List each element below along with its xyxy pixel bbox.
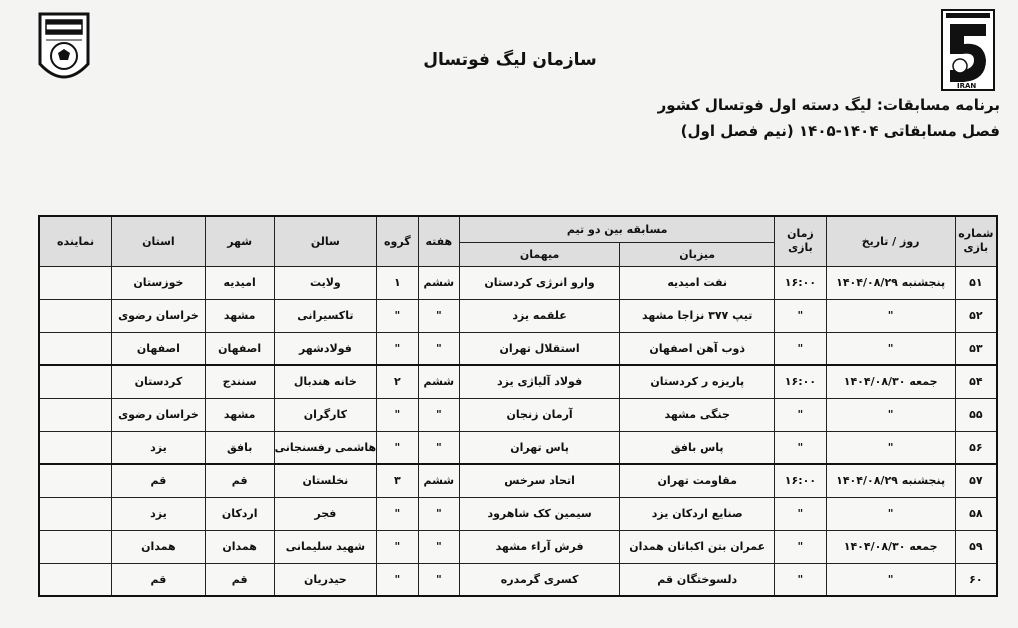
- cell-host-team: صنایع اردکان یزد: [620, 497, 775, 530]
- cell-group: ": [377, 332, 418, 365]
- cell-time: ": [775, 299, 826, 332]
- season-title: فصل مسابقاتی ۱۴۰۴-۱۴۰۵ (نیم فصل اول): [680, 122, 1000, 140]
- cell-week: ": [418, 332, 460, 365]
- cell-time: ": [775, 431, 826, 464]
- cell-game-number: ۵۳: [955, 332, 997, 365]
- cell-province: یزد: [112, 497, 206, 530]
- cell-representative: [39, 398, 112, 431]
- cell-representative: [39, 299, 112, 332]
- cell-hall: خانه هندبال: [274, 365, 376, 398]
- cell-hall: کارگران: [274, 398, 376, 431]
- cell-time: ": [775, 530, 826, 563]
- cell-representative: [39, 365, 112, 398]
- cell-host-team: جنگی مشهد: [620, 398, 775, 431]
- col-group: گروه: [377, 216, 418, 266]
- cell-hall: ولایت: [274, 266, 376, 299]
- table-row: [39, 431, 997, 464]
- cell-time: ": [775, 563, 826, 596]
- cell-city: قم: [205, 563, 274, 596]
- cell-city: مشهد: [205, 398, 274, 431]
- cell-group: ۱: [377, 266, 418, 299]
- cell-hall: شهید سلیمانی: [274, 530, 376, 563]
- cell-time: ": [775, 497, 826, 530]
- cell-hall: هاشمی رفسنجانی: [274, 431, 376, 464]
- cell-province: قم: [112, 563, 206, 596]
- cell-representative: [39, 563, 112, 596]
- cell-city: امیدیه: [205, 266, 274, 299]
- cell-guest-team: فرش آراء مشهد: [460, 530, 620, 563]
- program-title: برنامه مسابقات: لیگ دسته اول فوتسال کشور: [657, 96, 1000, 114]
- cell-group: ۳: [377, 464, 418, 497]
- cell-city: اردکان: [205, 497, 274, 530]
- cell-host-team: نفت امیدیه: [620, 266, 775, 299]
- cell-time: ۱۶:۰۰: [775, 266, 826, 299]
- cell-guest-team: علقمه یزد: [460, 299, 620, 332]
- cell-guest-team: وارو انرژی کردستان: [460, 266, 620, 299]
- cell-city: قم: [205, 464, 274, 497]
- cell-date: جمعه ۱۴۰۴/۰۸/۳۰: [826, 365, 955, 398]
- cell-date: ": [826, 563, 955, 596]
- cell-game-number: ۵۱: [955, 266, 997, 299]
- cell-representative: [39, 332, 112, 365]
- cell-hall: حیدریان: [274, 563, 376, 596]
- cell-host-team: تیپ ۳۷۷ نزاجا مشهد: [620, 299, 775, 332]
- cell-group: ": [377, 530, 418, 563]
- cell-province: یزد: [112, 431, 206, 464]
- cell-week: ": [418, 398, 460, 431]
- col-city: شهر: [205, 216, 274, 266]
- cell-week: ": [418, 299, 460, 332]
- col-game-number: شماره بازی: [955, 216, 997, 266]
- cell-time: ۱۶:۰۰: [775, 464, 826, 497]
- federation-logo: [38, 12, 90, 90]
- cell-hall: نخلستان: [274, 464, 376, 497]
- col-guest: میهمان: [460, 242, 620, 266]
- cell-game-number: ۵۴: [955, 365, 997, 398]
- futsal-league-logo: [940, 8, 996, 92]
- col-match: مسابقه بین دو تیم: [460, 216, 775, 242]
- cell-representative: [39, 431, 112, 464]
- cell-province: همدان: [112, 530, 206, 563]
- col-hall: سالن: [274, 216, 376, 266]
- table-row: [39, 530, 997, 563]
- cell-guest-team: فولاد آلیاژی یزد: [460, 365, 620, 398]
- cell-game-number: ۵۲: [955, 299, 997, 332]
- cell-group: ": [377, 398, 418, 431]
- cell-week: ": [418, 431, 460, 464]
- cell-host-team: مقاومت تهران: [620, 464, 775, 497]
- cell-host-team: دلسوختگان قم: [620, 563, 775, 596]
- cell-hall: تاکسیرانی: [274, 299, 376, 332]
- cell-guest-team: استقلال تهران: [460, 332, 620, 365]
- cell-group: ": [377, 497, 418, 530]
- cell-game-number: ۵۵: [955, 398, 997, 431]
- cell-city: مشهد: [205, 299, 274, 332]
- cell-group: ": [377, 299, 418, 332]
- cell-guest-team: سیمین کک شاهرود: [460, 497, 620, 530]
- cell-time: ": [775, 332, 826, 365]
- cell-province: قم: [112, 464, 206, 497]
- match-schedule-table: [38, 215, 998, 597]
- table-row: [39, 563, 997, 596]
- cell-game-number: ۵۷: [955, 464, 997, 497]
- cell-guest-team: آرمان زنجان: [460, 398, 620, 431]
- col-week: هفته: [418, 216, 460, 266]
- cell-province: خراسان رضوی: [112, 299, 206, 332]
- cell-hall: فجر: [274, 497, 376, 530]
- table-row: [39, 464, 997, 497]
- col-representative: نماینده: [39, 216, 112, 266]
- cell-week: ": [418, 530, 460, 563]
- cell-city: اصفهان: [205, 332, 274, 365]
- cell-guest-team: کسری گرمدره: [460, 563, 620, 596]
- cell-date: ": [826, 332, 955, 365]
- cell-game-number: ۶۰: [955, 563, 997, 596]
- cell-week: ششم: [418, 365, 460, 398]
- cell-host-team: پاس بافق: [620, 431, 775, 464]
- cell-guest-team: اتحاد سرخس: [460, 464, 620, 497]
- cell-province: خراسان رضوی: [112, 398, 206, 431]
- cell-date: ": [826, 431, 955, 464]
- cell-date: پنجشنبه ۱۴۰۴/۰۸/۲۹: [826, 464, 955, 497]
- cell-representative: [39, 497, 112, 530]
- cell-game-number: ۵۹: [955, 530, 997, 563]
- cell-province: خوزستان: [112, 266, 206, 299]
- cell-group: ": [377, 431, 418, 464]
- table-row: [39, 266, 997, 299]
- table-row: [39, 398, 997, 431]
- cell-representative: [39, 464, 112, 497]
- cell-host-team: ذوب آهن اصفهان: [620, 332, 775, 365]
- cell-date: جمعه ۱۴۰۴/۰۸/۳۰: [826, 530, 955, 563]
- cell-city: بافق: [205, 431, 274, 464]
- logo-text: IRAN: [957, 82, 977, 90]
- cell-group: ۲: [377, 365, 418, 398]
- cell-week: ": [418, 563, 460, 596]
- cell-host-team: پاریزه ر کردستان: [620, 365, 775, 398]
- cell-week: ": [418, 497, 460, 530]
- cell-game-number: ۵۸: [955, 497, 997, 530]
- col-time: زمان بازی: [775, 216, 826, 266]
- cell-game-number: ۵۶: [955, 431, 997, 464]
- col-host: میزبان: [620, 242, 775, 266]
- table-row: [39, 332, 997, 365]
- cell-group: ": [377, 563, 418, 596]
- cell-date: ": [826, 497, 955, 530]
- col-date: روز / تاریخ: [826, 216, 955, 266]
- cell-hall: فولادشهر: [274, 332, 376, 365]
- cell-host-team: عمران بتن اکباتان همدان: [620, 530, 775, 563]
- cell-city: همدان: [205, 530, 274, 563]
- cell-province: کردستان: [112, 365, 206, 398]
- cell-province: اصفهان: [112, 332, 206, 365]
- cell-week: ششم: [418, 266, 460, 299]
- table-row: [39, 365, 997, 398]
- cell-representative: [39, 266, 112, 299]
- cell-date: پنجشنبه ۱۴۰۴/۰۸/۲۹: [826, 266, 955, 299]
- table-row: [39, 497, 997, 530]
- cell-date: ": [826, 398, 955, 431]
- col-province: استان: [112, 216, 206, 266]
- cell-time: ۱۶:۰۰: [775, 365, 826, 398]
- cell-city: سنندج: [205, 365, 274, 398]
- cell-week: ششم: [418, 464, 460, 497]
- cell-representative: [39, 530, 112, 563]
- table-row: [39, 299, 997, 332]
- organization-title: سازمان لیگ فوتسال: [423, 50, 597, 70]
- cell-guest-team: پاس تهران: [460, 431, 620, 464]
- cell-date: ": [826, 299, 955, 332]
- cell-time: ": [775, 398, 826, 431]
